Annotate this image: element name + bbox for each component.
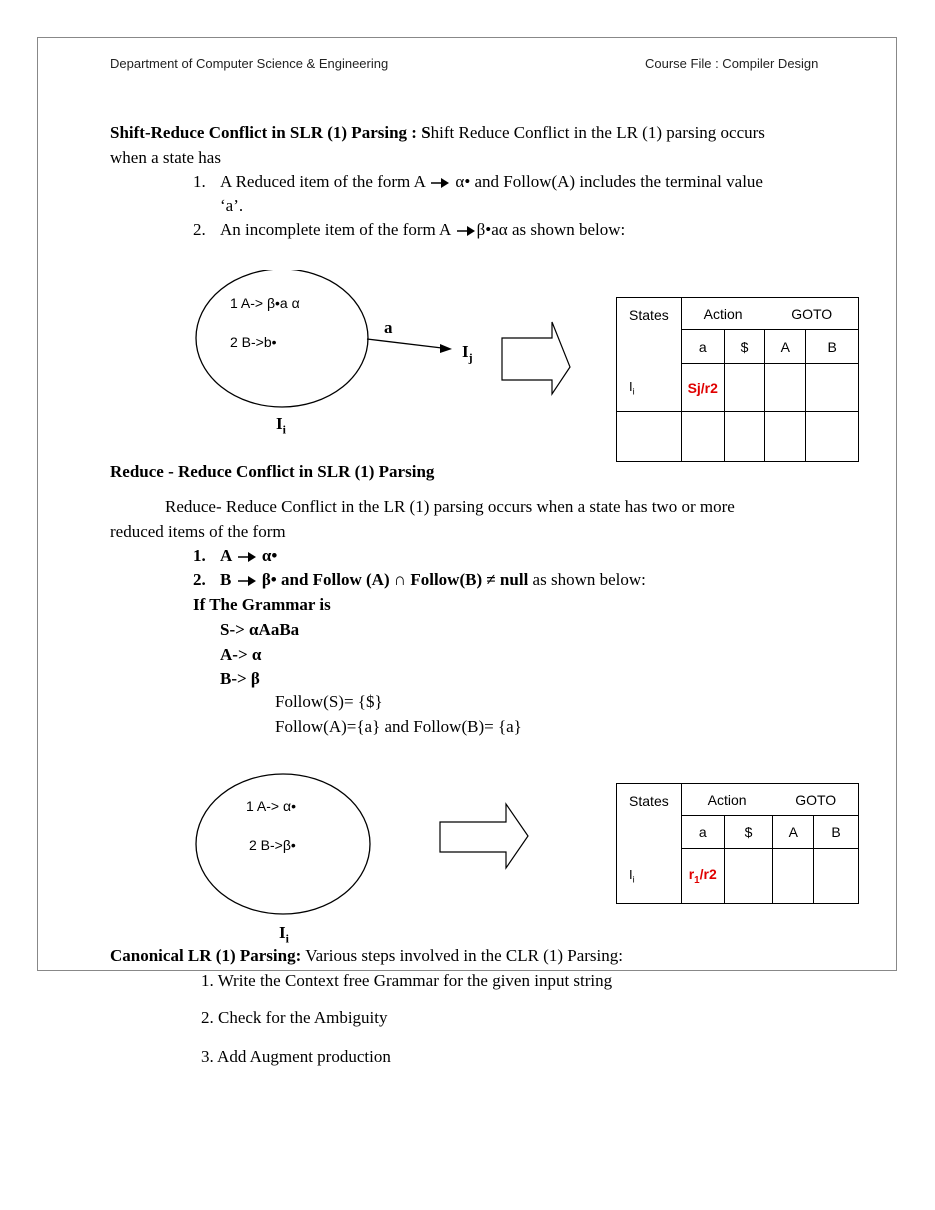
diagram2-source-state: $I_i$ — [279, 923, 289, 946]
section1-title-rest: hift Reduce Conflict in the LR (1) parsing occurs — [430, 123, 765, 142]
table2-row-state: $I_i$ — [617, 849, 682, 904]
arrow-right-icon — [236, 551, 258, 563]
table1-empty-cell — [765, 364, 806, 412]
arrow-right-icon — [429, 177, 451, 189]
table1-col-a: a — [681, 330, 724, 364]
diagram1-target-state: $I_j$ — [462, 342, 473, 365]
table1-col-B: B — [806, 330, 859, 364]
section3-title: Canonical LR (1) Parsing: — [110, 946, 302, 965]
follow-set-2: Follow(A)={a} and Follow(B)= {a} — [275, 717, 522, 736]
grammar-rule-2: A-> α — [220, 645, 262, 664]
table2-empty-cell — [773, 849, 814, 904]
section1-item1-text-b: α• and Follow(A) includes the terminal value — [451, 172, 763, 191]
table2-conflict-cell: $r_1/r2$ — [681, 849, 724, 904]
table2-empty-cell — [724, 849, 773, 904]
table2-col-a: a — [681, 816, 724, 849]
table2-states-header: States — [617, 784, 682, 849]
diagram1-item1: 1 A-> β•a α — [230, 295, 300, 311]
section1-item1-num: 1. — [193, 172, 206, 191]
diagram1-item2: 2 B->b• — [230, 334, 277, 350]
grammar-rule-3: B-> β — [220, 669, 260, 688]
diagram2-item1: 1 A-> α• — [246, 798, 296, 814]
grammar-intro: If The Grammar is — [193, 595, 331, 614]
table1-empty-cell — [765, 412, 806, 462]
table1-empty-cell — [806, 412, 859, 462]
header-course: Course File : Compiler Design — [645, 56, 819, 71]
diagram1-source-state: $I_i$ — [276, 414, 286, 437]
section1-item2-text-b: β•aα as shown below: — [476, 220, 626, 239]
follow-set-1: Follow(S)= {$} — [275, 692, 383, 711]
block-arrow-icon — [502, 322, 570, 394]
section2-item2-text-b: β• and Follow (A) ∩ Follow(B) ≠ null — [257, 570, 529, 589]
section2-item2 — [220, 570, 646, 590]
table1-col-dollar: $ — [724, 330, 765, 364]
parse-table-2 — [616, 783, 859, 904]
section1-item2-num: 2. — [193, 220, 206, 239]
table2-action-header: Action — [681, 784, 773, 816]
arrow-right-icon — [455, 225, 477, 237]
table1-empty-cell — [724, 412, 765, 462]
table2-col-A: A — [773, 816, 814, 849]
section2-title: Reduce - Reduce Conflict in SLR (1) Parsing — [110, 462, 435, 481]
clr-step-1: 1. Write the Context free Grammar for the given input string — [201, 971, 613, 990]
section2-para2: reduced items of the form — [110, 522, 286, 541]
table1-goto-header: GOTO — [765, 298, 859, 330]
section3-title-line — [110, 946, 623, 966]
diagram2-svg — [190, 760, 540, 940]
clr-step-2: 2. Check for the Ambiguity — [201, 1008, 388, 1027]
section2-item1-text-b: α• — [257, 546, 278, 565]
table1-empty-cell — [724, 364, 765, 412]
section1-item1 — [220, 172, 763, 192]
section1-item2 — [220, 220, 625, 240]
section1-item2-text-a: An incomplete item of the form A — [220, 220, 451, 239]
section2-item2-text-a: B — [220, 570, 232, 589]
section2-item2-text-c: as shown below: — [528, 570, 646, 589]
table1-row-state: $I_i$ — [617, 364, 682, 412]
table1-conflict-cell: Sj/r2 — [681, 364, 724, 412]
section1-item1-cont: ‘a’. — [220, 196, 244, 215]
transition-line — [367, 339, 442, 348]
parse-table-1 — [616, 297, 859, 462]
table2-col-B: B — [814, 816, 859, 849]
arrow-right-icon — [236, 575, 258, 587]
table2-goto-header: GOTO — [773, 784, 859, 816]
section1-line2: when a state has — [110, 148, 221, 167]
section1-title: Shift-Reduce Conflict in SLR (1) Parsing : S — [110, 123, 431, 142]
section2-item1-num: 1. — [193, 546, 206, 565]
table1-col-A: A — [765, 330, 806, 364]
section2-para1: Reduce- Reduce Conflict in the LR (1) parsing occurs when a state has two or more — [165, 497, 735, 516]
header-department: Department of Computer Science & Engineering — [110, 56, 389, 71]
section2-item1 — [220, 546, 277, 566]
table1-states-header: States — [617, 298, 682, 364]
clr-step-3: 3. Add Augment production — [201, 1047, 391, 1066]
grammar-rule-1: S-> αAaBa — [220, 620, 300, 639]
section3-title-rest: Various steps involved in the CLR (1) Parsing: — [301, 946, 623, 965]
section2-item1-text-a: A — [220, 546, 232, 565]
table2-col-dollar: $ — [724, 816, 773, 849]
table1-action-header: Action — [681, 298, 765, 330]
section1-item1-text-a: A Reduced item of the form A — [220, 172, 425, 191]
table1-empty-cell — [681, 412, 724, 462]
diagram1-edge-label: a — [384, 318, 393, 337]
diagram2-item2: 2 B->β• — [249, 837, 296, 853]
state-ellipse — [196, 270, 368, 407]
block-arrow-icon — [440, 804, 528, 868]
table1-empty-cell — [617, 412, 682, 462]
section1-title-line — [110, 123, 765, 143]
section2-item2-num: 2. — [193, 570, 206, 589]
transition-arrowhead — [440, 344, 452, 353]
table2-empty-cell — [814, 849, 859, 904]
table1-empty-cell — [806, 364, 859, 412]
